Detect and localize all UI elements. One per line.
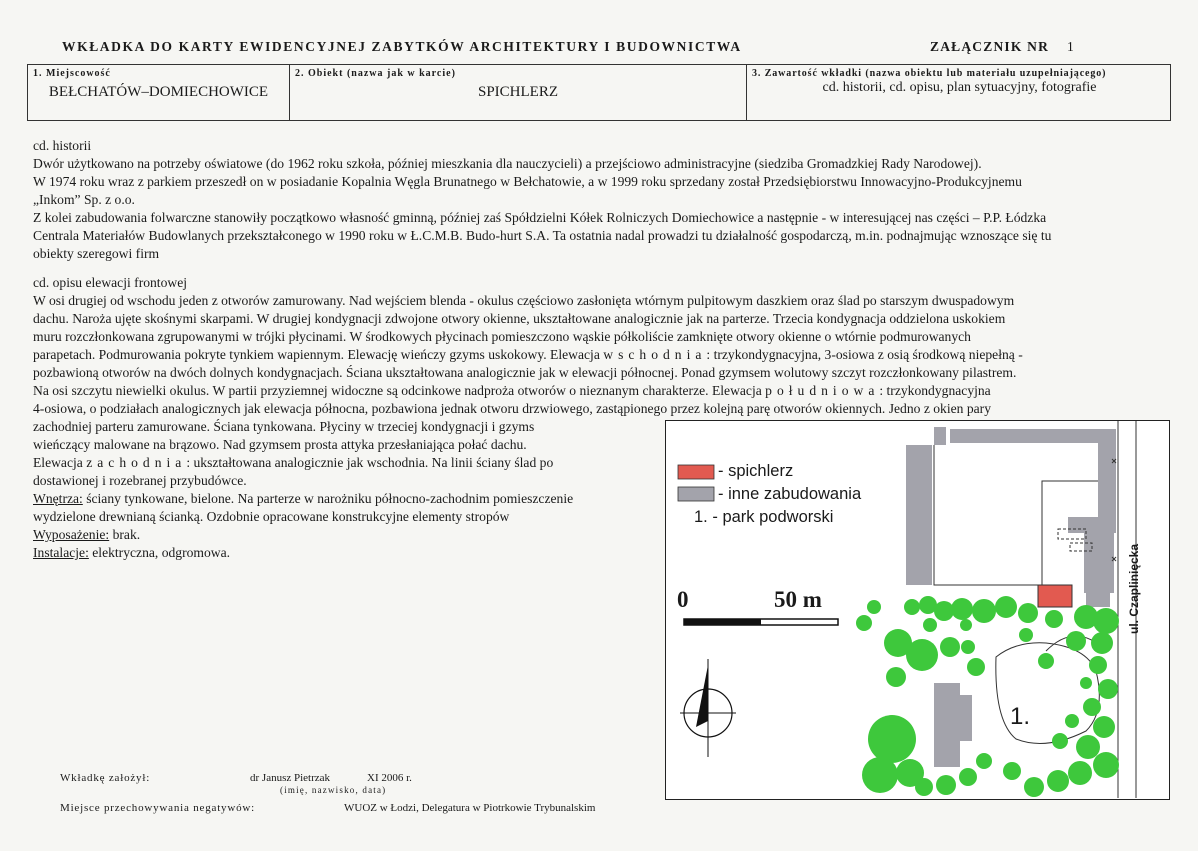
description-line (33, 454, 553, 472)
author-name: dr Janusz Pietrzak (250, 772, 331, 784)
interior-label: Wnętrza: (33, 491, 83, 506)
interior-line: wydzielone drewnianą ścianką. Ozdobnie opracowane konstrukcyjne elementy stropów (33, 509, 510, 524)
founded-by-label: Wkładkę założył: (60, 772, 151, 784)
granary-building (1038, 585, 1072, 607)
description-text: Elewacja (33, 455, 83, 470)
description-line: dachu. Naroża ujęte skośnymi skarpami. W drugiej kondygnacji zdwojone otwory okienne, ukształtowane analogicznie jak na parterze. Trzecia kondygnacja oddzielona uskokiem (33, 311, 1006, 326)
elevation-west-label: zachodnia (86, 455, 187, 470)
legend-park-label: park podworski (722, 508, 834, 526)
history-line: obiekty szeregowi firm (33, 246, 160, 261)
legend-granary-label: spichlerz (728, 462, 794, 480)
description-line: muru rozczłonkowana zgrupowanymi w trójki płycinami. W środkowych płycinach pomieszczono wąskie półkoliście zamknięte otwory okienne o wtórnie podmurowanych (33, 329, 971, 344)
description-line: 4-osiowa, o podziałach analogicznych jak elewacja północna, pozbawiona jednak otworu drzwiowego, zastąpionego przez kolejną parę otworów okiennych. Jedno z okien pary (33, 401, 992, 416)
history-line: „Inkom” Sp. z o.o. (33, 192, 135, 207)
legend-park (694, 508, 833, 527)
building-shape (934, 683, 960, 767)
description-text: : trzykondygnacyjna, 3-osiowa z osią środkową niepełną - (706, 347, 1023, 362)
history-line: Dwór użytkowano na potrzeby oświatowe (do 1962 roku szkoła, później mieszkania dla nauczycieli) a przejściowo administracyjne (siedziba Gromadzkiej Rady Narodowej). (33, 156, 982, 171)
object-label: 2. Obiekt (nazwa jak w karcie) (295, 68, 456, 79)
legend-buildings-label: inne zabudowania (728, 485, 862, 503)
description-text: : ukształtowana analogicznie jak wschodnia. Na linii ściany ślad po (186, 455, 554, 470)
annex-label-text: ZAŁĄCZNIK NR (930, 39, 1050, 54)
locality-value: BEŁCHATÓW–DOMIECHOWICE (48, 84, 269, 100)
description-line: dostawionej i rozebranej przybudówce. (33, 473, 247, 488)
description-heading: cd. opisu elewacji frontowej (33, 275, 188, 290)
legend-buildings (718, 485, 861, 504)
building-shape (1086, 583, 1110, 607)
description-line: zachodniej parteru zamurowane. Ściana tynkowana. Płyciny w trzeciej kondygnacji i gzyms (33, 419, 535, 434)
interior-line (33, 490, 573, 508)
scale-end-label: 50 m (774, 587, 822, 612)
equipment-label: Wyposażenie: (33, 527, 110, 542)
annex-number: 1 (1067, 39, 1075, 54)
contents-cell (747, 65, 1172, 120)
history-line: Z kolei zabudowania folwarczne stanowiły początkowo własność gminną, później zaś Spółdzielni Kółek Rolniczych Domiechowice a następnie - w interesującej nas części – P.P. Łódzka (33, 210, 1047, 225)
north-arrow-pointer (696, 665, 708, 727)
description-line: wieńczący malowane na brązowo. Nad gzymsem prosta attyka przesłaniająca połać dachu. (33, 437, 527, 452)
description-line: W osi drugiej od wschodu jeden z otworów zamurowany. Nad wejściem blenda - okulus częściowo zasłonięta wtórnym pulpitowym daszkiem oraz ślad po starszym dwuspadowym (33, 293, 1015, 308)
description-text: : trzykondygnacyjna (879, 383, 991, 398)
legend-dash: - (712, 508, 718, 526)
building-shape (934, 427, 946, 445)
equipment-text: brak. (109, 527, 141, 542)
description-line (33, 346, 1023, 364)
object-cell (290, 65, 747, 120)
description-line (33, 382, 991, 400)
locality-label: 1. Miejscowość (33, 68, 111, 79)
description-text: parapetach. Podmurowania pokryte tynkiem wapiennym. Elewację wieńczy gzyms uskokowy. Elewacja (33, 347, 600, 362)
object-value: SPICHLERZ (477, 84, 558, 100)
legend-dash: - (718, 485, 724, 503)
street-label: ul. Czaplinięcka (1127, 543, 1141, 634)
elevation-east-label: wschodnia (603, 347, 707, 362)
header-fields-box (27, 64, 1171, 121)
legend-park-number: 1. (694, 508, 708, 526)
history-line: W 1974 roku wraz z parkiem przeszedł on w posiadanie Kopalnia Węgla Brunatnego w Bełchatowie, a w 1999 roku sprzedany został Przedsiębiorstwu Innowacyjno-Produkcyjnemu (33, 174, 1022, 189)
installations-line (33, 544, 230, 562)
equipment-line (33, 526, 140, 544)
scale-bar-segment (684, 619, 761, 625)
legend-dash: - (718, 462, 724, 480)
negatives-storage-value: WUOZ w Łodzi, Delegatura w Piotrkowie Trybunalskim (344, 802, 596, 814)
history-heading: cd. historii (33, 138, 92, 153)
elevation-south-label: południowa (765, 383, 880, 398)
building-shape (1098, 443, 1116, 533)
building-shape (906, 445, 932, 585)
locality-cell (28, 65, 290, 120)
legend-granary (718, 462, 793, 481)
building-shape (950, 429, 1116, 443)
contents-label: 3. Zawartość wkładki (nazwa obiektu lub materiału uzupełniającego) (752, 68, 1107, 79)
negatives-storage-label: Miejsce przechowywania negatywów: (60, 802, 256, 814)
building-shape (1068, 517, 1098, 533)
history-line: Centrala Materiałów Budowlanych przekształconego w 1990 roku w Ł.C.M.B. Budo-hurt S.A. Ta ostatnia nadal prowadzi tu działalność gospodarczą, m.in. podnajmując wznoszące się tu (33, 228, 1052, 243)
author-field-caption: (imię, nazwisko, data) (280, 785, 387, 795)
description-line: pozbawioną otworów na dwóch dolnych kondygnacjach. Ściana ukształtowana analogicznie jak w elewacji północnej. Ponad gzymsem wolutowy szczyt rozczłonkowany pilastrem. (33, 365, 1017, 380)
building-shape (960, 695, 972, 741)
park-map-label: 1. (1010, 703, 1031, 730)
scale-start-label: 0 (677, 587, 689, 612)
description-text: Na osi szczytu niewielki okulus. W partii przyziemnej widoczne są odcinkowe nadproża otworów o nieznanym charakterze. Elewacja (33, 383, 762, 398)
document-title: WKŁADKA DO KARTY EWIDENCYJNEJ ZABYTKÓW ARCHITEKTURY I BUDOWNICTWA (62, 39, 742, 54)
legend-buildings-swatch (678, 487, 714, 501)
legend-granary-swatch (678, 465, 714, 479)
contents-value: cd. historii, cd. opisu, plan sytuacyjny, fotografie (822, 80, 1097, 95)
park-trees (856, 596, 1119, 797)
annex-label (930, 39, 1075, 55)
site-plan-map (665, 420, 1170, 800)
wall-line (934, 445, 1098, 585)
interior-text: ściany tynkowane, bielone. Na parterze w narożniku północno-zachodnim pomieszczenie (82, 491, 574, 506)
installations-text: elektryczna, odgromowa. (88, 545, 231, 560)
author-date: XI 2006 r. (367, 772, 412, 784)
installations-label: Instalacje: (33, 545, 89, 560)
